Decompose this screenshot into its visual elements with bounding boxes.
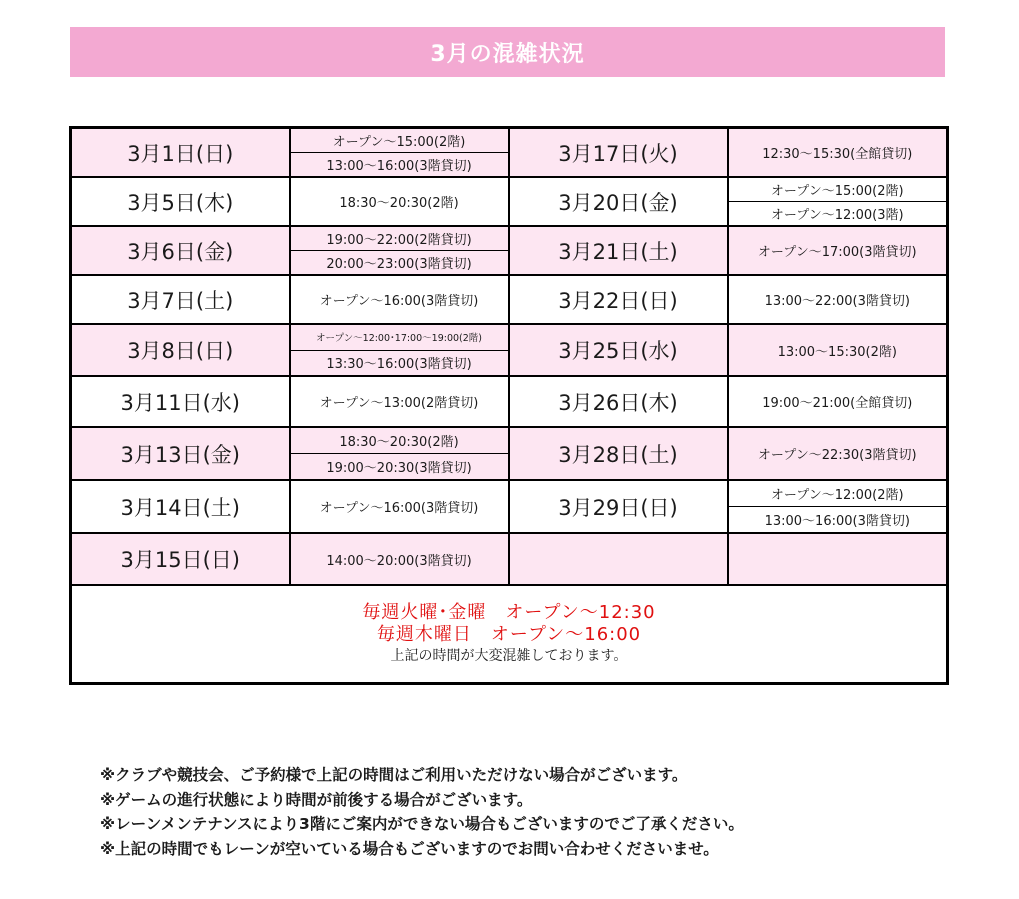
time-slot: 13:30～16:00(3階貸切) <box>326 357 472 373</box>
footnote: ※クラブや競技会、ご予約様で上記の時間はご利用いただけない場合がございます。 <box>100 766 688 784</box>
left-time-cell <box>290 128 509 178</box>
left-time-cell <box>290 480 509 533</box>
left-time-cell <box>290 324 509 376</box>
time-slot: オープン～13:00(2階貸切) <box>319 396 479 411</box>
right-date-cell: 3月28日(土) <box>509 427 728 480</box>
right-date-cell: 3月22日(日) <box>509 275 728 324</box>
notice-line-1: 毎週火曜･金曜 オープン～12:30 <box>362 602 656 623</box>
time-slot: 19:00～20:30(3階貸切) <box>326 461 472 476</box>
notice-line-2: 毎週木曜日 オープン～16:00 <box>376 624 642 645</box>
time-slot: 14:00～20:00(3階貸切) <box>326 553 472 569</box>
right-date-cell: 3月29日(日) <box>509 480 728 533</box>
time-slot: オープン～12:00･17:00～19:00(2階) <box>291 325 508 351</box>
left-date-cell: 3月6日(金) <box>71 226 290 275</box>
left-date-cell: 3月8日(日) <box>71 324 290 376</box>
footnote: ※上記の時間でもレーンが空いている場合もございますのでお問い合わせくださいませ。 <box>100 839 719 858</box>
right-time-cell <box>728 226 948 275</box>
time-slot: 18:30～20:30(2階) <box>339 196 459 211</box>
schedule-row <box>71 324 948 376</box>
schedule-row <box>71 275 948 324</box>
time-slot: 20:00～23:00(3階貸切) <box>326 257 472 272</box>
schedule-row <box>71 427 948 480</box>
right-time-cell <box>728 275 948 324</box>
time-slot: オープン～15:00(2階) <box>291 129 508 153</box>
left-time-cell <box>290 376 509 427</box>
left-date-cell: 3月15日(日) <box>71 533 290 585</box>
right-time-cell <box>728 533 948 585</box>
left-date-cell: 3月7日(土) <box>71 275 290 324</box>
time-slot: 19:00～21:00(全館貸切) <box>762 396 913 411</box>
time-slot: 12:30～15:30(全館貸切) <box>762 147 913 162</box>
left-date-cell: 3月5日(木) <box>71 177 290 226</box>
left-date-cell: 3月1日(日) <box>71 128 290 178</box>
notice-cell <box>71 585 948 684</box>
left-date-cell: 3月11日(水) <box>71 376 290 427</box>
footnote: ※ゲームの進行状態により時間が前後する場合がございます。 <box>100 790 533 809</box>
right-time-cell <box>728 128 948 178</box>
schedule-row <box>71 480 948 533</box>
time-slot: オープン～12:00(2階) <box>729 481 947 507</box>
right-date-cell <box>509 533 728 585</box>
time-slot: 18:30～20:30(2階) <box>291 428 508 454</box>
schedule-table <box>69 126 949 685</box>
left-time-cell <box>290 226 509 275</box>
right-time-cell <box>728 177 948 226</box>
schedule-row <box>71 177 948 226</box>
time-slot: オープン～22:30(3階貸切) <box>757 448 917 463</box>
right-date-cell: 3月20日(金) <box>509 177 728 226</box>
right-time-cell <box>728 480 948 533</box>
left-time-cell <box>290 427 509 480</box>
left-date-cell: 3月14日(土) <box>71 480 290 533</box>
right-time-cell <box>728 427 948 480</box>
left-date-cell: 3月13日(金) <box>71 427 290 480</box>
right-date-cell: 3月21日(土) <box>509 226 728 275</box>
schedule-row <box>71 533 948 585</box>
footnote: ※レーンメンテナンスにより3階にご案内ができない場合もございますのでご了承ください。 <box>100 815 744 833</box>
time-slot: オープン～17:00(3階貸切) <box>757 245 917 260</box>
page-title: 3月の混雑状況 <box>70 27 945 77</box>
footnotes <box>100 763 744 861</box>
left-time-cell <box>290 533 509 585</box>
notice-line-3: 上記の時間が大変混雑しております。 <box>390 648 628 664</box>
schedule-row <box>71 128 948 178</box>
right-time-cell <box>728 376 948 427</box>
time-slot: 13:00～16:00(3階貸切) <box>764 514 910 529</box>
schedule-row <box>71 226 948 275</box>
right-date-cell: 3月26日(木) <box>509 376 728 427</box>
schedule-row <box>71 376 948 427</box>
time-slot: 13:00～15:30(2階) <box>777 344 897 360</box>
time-slot: 13:00～16:00(3階貸切) <box>326 159 472 174</box>
time-slot: 19:00～22:00(2階貸切) <box>291 227 508 251</box>
right-date-cell: 3月17日(火) <box>509 128 728 178</box>
time-slot: オープン～16:00(3階貸切) <box>319 294 479 309</box>
time-slot: オープン～12:00(3階) <box>770 208 904 223</box>
left-time-cell <box>290 177 509 226</box>
right-date-cell: 3月25日(水) <box>509 324 728 376</box>
time-slot: オープン～16:00(3階貸切) <box>319 501 479 516</box>
time-slot: オープン～15:00(2階) <box>729 178 947 202</box>
left-time-cell <box>290 275 509 324</box>
right-time-cell <box>728 324 948 376</box>
time-slot: 13:00～22:00(3階貸切) <box>764 294 910 309</box>
